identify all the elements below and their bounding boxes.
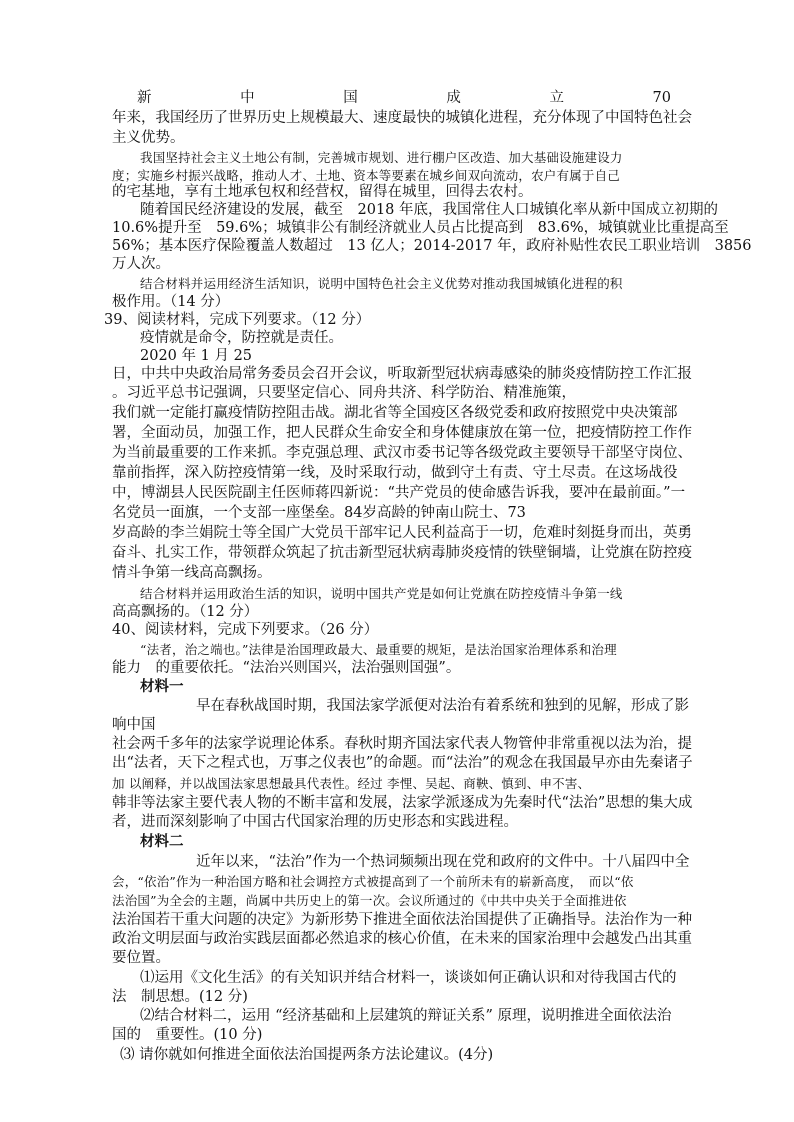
text-line: 的宅基地，享有土地承包权和经营权，留得在城里，回得去农村。	[112, 184, 533, 200]
text-line: 随着国民经济建设的发展，截至 2018 年底，我国常住人口城镇化率从新中国成立初期的	[140, 202, 719, 218]
question-prompt: 结合材料并运用政治生活的知识，说明中国共产党是如何让党旗在防控疫情斗争第一线	[140, 586, 623, 601]
text-line: 中，博湖县人民医院副主任医师蒋四新说：“共产党员的使命感告诉我，要冲在最前面。”一	[112, 485, 686, 501]
question-39-heading: 39、阅读材料，完成下列要求。（12 分）	[104, 312, 371, 328]
text-line: 情斗争第一线高高飘扬。	[112, 565, 272, 581]
text-line: 法治国”为全会的主题，尚属中共历史上的第一次。会议所通过的《中共中央关于全面推进依	[112, 893, 627, 908]
question-score: 极作用。（14 分）	[112, 294, 230, 310]
text-line: 岁高龄的李兰娟院士等全国广大党员干部牢记人民利益高于一切，危难时刻挺身而出，英勇	[112, 525, 692, 541]
material-one-title: 材料一	[140, 678, 184, 695]
text-line: 靠前指挥，深入防控疫情第一线，及时采取行动，做到守土有责、守土尽责。在这场战役	[112, 465, 678, 481]
sub-question-1-score: 法 制思想。(12 分)	[112, 989, 248, 1005]
text-line: 我们就一定能打赢疫情防控阻击战。湖北省等全国疫区各级党委和政府按照党中央决策部	[112, 405, 678, 421]
text-line: 社会两千多年的法家学说理论体系。春秋时期齐国法家代表人物管仲非常重视以法为治，提	[112, 736, 692, 752]
spread-word: 70	[652, 90, 671, 106]
text-line: 10.6%提升至 59.6%；城镇非公有制经济就业人员占比提高到 83.6%，城镇就业比重提高至	[112, 220, 729, 236]
sub-question-1: ⑴运用《文化生活》的有关知识并结合材料一，谈谈如何正确认识和对待我国古代的	[140, 970, 677, 986]
text-line: 我国坚持社会主义土地公有制，完善城市规划、进行棚户区改造、加大基础设施建设力	[140, 150, 623, 165]
sub-question-2: ⑵结合材料二，运用 “经济基础和上层建筑的辩证关系” 原理，说明推进全面依法治	[140, 1008, 672, 1024]
question-40-heading: 40、阅读材料，完成下列要求。（26 分）	[112, 622, 379, 638]
text-line: 56%；基本医疗保险覆盖人数超过 13 亿人；2014-2017 年，政府补贴性农民工职业培训 3856	[112, 238, 752, 254]
text-line: 2020 年 1 月 25	[140, 348, 253, 364]
text-line: 年来，我国经历了世界历史上规模最大、速度最快的城镇化进程，充分体现了中国特色社会	[112, 110, 692, 126]
question-prompt: 结合材料并运用经济生活知识，说明中国特色社会主义优势对推动我国城镇化进程的积	[140, 276, 623, 291]
text-line: 日，中共中央政治局常务委员会召开会议，听取新型冠状病毒感染的肺炎疫情防控工作汇报	[112, 366, 692, 382]
spread-word: 中	[240, 90, 255, 106]
text-line: 者，进而深刻影响了中国古代国家治理的历史形态和实践进程。	[112, 814, 518, 830]
text-line: “法者，治之端也。”法律是治国理政最大、最重要的规矩，是法治国家治理体系和治理	[140, 642, 617, 657]
text-line: 。习近平总书记强调，只要坚定信心、同舟共济、科学防治、精准施策，	[112, 385, 576, 401]
text-line: 奋斗、扎实工作，带领群众筑起了抗击新型冠状病毒肺炎疫情的铁壁铜墙，让党旗在防控疫	[112, 545, 692, 561]
text-line: 响中国	[112, 717, 156, 733]
sub-question-3: ⑶ 请你就如何推进全面依法治国提两条方法论建议。(4分)	[120, 1047, 494, 1063]
material-two-title: 材料二	[140, 833, 184, 850]
spread-word: 新	[137, 90, 152, 106]
text-line: 加 以阐释，并以战国法家思想最具代表性。经过 李悝、吴起、商鞅、慎到、申不害、	[112, 776, 591, 791]
text-line: 韩非等法家主要代表人物的不断丰富和发展，法家学派逐成为先秦时代“法治”思想的集大成	[112, 795, 693, 811]
text-line: 法治国若干重大问题的决定》为新形势下推进全面依法治国提供了正确指导。法治作为一种	[112, 912, 692, 928]
text-line: 署，全面动员，加强工作，把人民群众生命安全和身体健康放在第一位，把疫情防控工作作	[112, 425, 692, 441]
spread-word: 成	[446, 90, 461, 106]
text-line: 名党员一面旗，一个支部一座堡垒。84岁高龄的钟南山院士、73	[112, 505, 526, 521]
sub-question-2-score: 国的 重要性。(10 分)	[112, 1027, 263, 1043]
text-line: 早在春秋战国时期，我国法家学派便对法治有着系统和独到的见解，形成了影	[196, 698, 689, 714]
text-line: 万人次。	[112, 256, 170, 272]
text-line: 度；实施乡村振兴战略，推动人才、土地、资本等要素在城乡间双向流动，农户有属于自己	[112, 168, 621, 183]
text-line: 主义优势。	[112, 130, 185, 146]
first-line-spread	[137, 88, 671, 108]
text-line: 疫情就是命令，防控就是责任。	[140, 330, 343, 346]
question-score: 高高飘扬的。（12 分）	[112, 604, 259, 620]
text-line: 能力 的重要依托。“法治兴则国兴，法治强则国强”。	[112, 660, 461, 676]
text-line: 政治文明层面与政治实践层面都必然追求的核心价值，在未来的国家治理中会越发凸出其重	[112, 931, 692, 947]
spread-word: 国	[343, 90, 358, 106]
text-line: 出“法者，天下之程式也，万事之仪表也”的命题。而“法治”的观念在我国最早亦由先秦诸子	[112, 755, 693, 771]
text-line: 近年以来，“法治”作为一个热词频频出现在党和政府的文件中。十八届四中全	[196, 854, 690, 870]
spread-word: 立	[549, 90, 564, 106]
text-line: 为当前最重要的工作来抓。李克强总理、武汉市委书记等各级党政主要领导干部坚守岗位、	[112, 445, 692, 461]
text-line: 会，“依治”作为一种治国方略和社会调控方式被提高到了一个前所未有的崭新高度， 而以“依	[112, 874, 634, 889]
text-line: 要位置。	[112, 950, 170, 966]
